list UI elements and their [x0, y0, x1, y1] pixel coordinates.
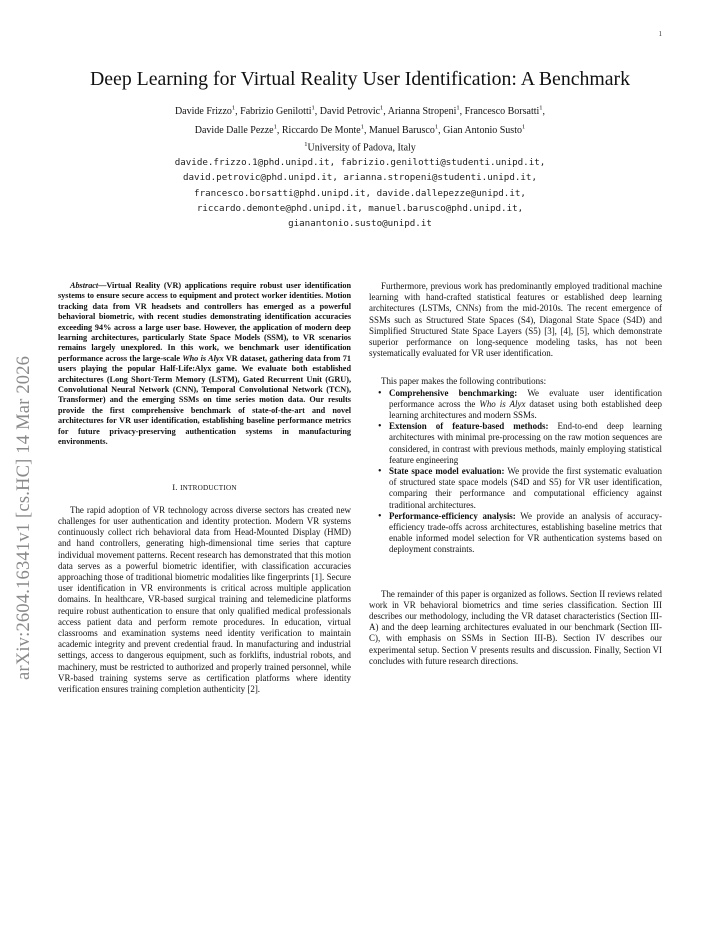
email-line: gianantonio.susto@unipd.it — [288, 218, 432, 230]
author: Davide Dalle Pezze$^1$, — [194, 123, 282, 137]
list-item: • Performance-efficiency analysis: We provide an analysis of accuracy-efficiency trade-offs across architectures, establishing baseline metrics that enable informed model selection for VR authentication systems based on deployment constraints. — [369, 511, 662, 556]
paragraph: Furthermore, previous work has predominantly employed traditional machine learning with hand-crafted statistical features or established deep learning architectures (LSTMs, CNNs) from the mid-2010s. The recent emergence of SSMs such as Structured State Spaces (S4), Diagonal State Space (S4D) and Simplified Structured State Space Layers (S5) [3], [4], [5], which demonstrate superior performance on long-sequence modeling tasks, has not been systematically evaluated for VR user identification. — [369, 281, 662, 359]
email-line: david.petrovic@phd.unipd.it, arianna.stropeni@studenti.unipd.it, — [182, 172, 537, 184]
list-item: • State space model evaluation: We provide the first systematic evaluation of structured state space models (S4D and S5) for VR user identification, comparing their performance and computational efficiency against traditional architectures. — [369, 466, 662, 511]
author: David Petrovic$^1$, — [319, 105, 388, 118]
paragraph: This paper makes the following contributions: — [381, 376, 547, 387]
page-number: 1 — [658, 30, 662, 38]
right-column — [369, 281, 662, 667]
abstract: Abstract—Virtual Reality (VR) applications require robust user identification systems to ensure secure access to equipment and protect worker identities. Motion tracking data from VR headsets and controllers has emerged as a powerful behavioral biometric, with recent studies demonstrating identification accuracies exceeding 94% across a large user base. However, the application of modern deep learning architectures, particularly State Space Models (SSM), to VR scenarios remains largely unexplored. In this work, we benchmark user identification performance across the large-scale Who is Alyx VR dataset, gathering data from 71 users playing the popular Half-Life:Alyx game. We evaluate both established architectures (Long Short-Term Memory (LSTM), Gated Recurrent Unit (GRU), Convolutional Neural Network (CNN), Temporal Convolutional Network (TCN), Transformer) and the emerging SSMs on time series motion data. Our results provide the first comprehensive benchmark of state-of-the-art and novel architectures for VR user identification, establishing baseline performance metrics for future privacy-preserving authentication systems in manufacturing environments. — [58, 281, 351, 447]
paragraph: The remainder of this paper is organized as follows. Section II reviews related work in VR behavioral biometrics and time series classification. Section III describes our methodology, including the VR dataset characteristics (Section III-A) and the deep learning architectures evaluated in our benchmark (Section III-C), with emphasis on SSMs in Section III-B). Section IV describes our experimental setup. Section V presents results and discussion. Finally, Section VI concludes with future research directions. — [369, 588, 662, 666]
email-line: davide.frizzo.1@phd.unipd.it, fabrizio.genilotti@studenti.unipd.it, — [174, 157, 546, 168]
author: Riccardo De Monte$^1$, — [281, 123, 369, 137]
left-column — [58, 281, 351, 695]
arxiv-identifier: arXiv:2604.16341v1 [cs.HC] 14 Mar 2026 — [14, 355, 34, 680]
author: Arianna Stropeni$^1$, — [387, 105, 465, 118]
author-list — [70, 101, 650, 139]
author: Francesco Borsatti$^1$, — [464, 105, 546, 118]
author: Davide Frizzo$^1$, — [174, 105, 241, 118]
introduction-paragraph: The rapid adoption of VR technology across diverse sectors has created new challenges for user authentication and identity protection. Modern VR systems continuously collect rich behavioral data from Head-Mounted Display (HMD) and hand controllers, generating high-dimensional time series that capture individual movement patterns. Recent research has demonstrated that this motion data serves as a powerful biometric identifier, with classification accuracies approaching those of traditional biometric modalities like fingerprints [1]. Secure user identification in VR environments is critical across multiple application domains. In healthcare, VR-based surgical training and telemedicine platforms require robust authentication to ensure that only qualified medical professionals access patient data and perform remote procedures. In education, virtual classrooms and examination systems need identity verification to maintain academic integrity and prevent credential fraud. In manufacturing and industrial settings, access to dangerous equipment, such as forklifts, industrial robots, and machinery, must be restricted to authorized and properly trained personnel, while VR-based training systems serve as certification platforms where identity verification ensures training completion authenticity [2]. — [58, 504, 351, 694]
abstract-label: Abstract — [70, 281, 99, 290]
affiliation: $^1$University of Padova, Italy — [304, 141, 416, 154]
email-line: riccardo.demonte@phd.unipd.it, manuel.barusco@phd.unipd.it, — [196, 202, 524, 214]
paper-title: Deep Learning for Virtual Reality User Identification: A Benchmark — [89, 68, 631, 90]
section-heading: I. INTRODUCTION — [172, 481, 237, 492]
contribution-list — [369, 388, 662, 556]
email-line: francesco.borsatti@phd.unipd.it, davide.dallepezze@unipd.it, — [194, 187, 526, 199]
author: Gian Antonio Susto$^1$ — [443, 123, 526, 137]
list-item: • Extension of feature-based methods: End-to-end deep learning architectures with minimal pre-processing on the raw motion sequences are considered, in contrast with previous methods, mainly employing statistical feature engineering — [369, 421, 662, 466]
list-item: • Comprehensive benchmarking: We evaluate user identification performance across the Who is Alyx dataset using both established deep learning architectures and modern SSMs. — [369, 388, 662, 422]
email-list — [40, 155, 680, 231]
author: Manuel Barusco$^1$, — [369, 123, 444, 137]
author: Fabrizio Genilotti$^1$, — [240, 105, 320, 118]
